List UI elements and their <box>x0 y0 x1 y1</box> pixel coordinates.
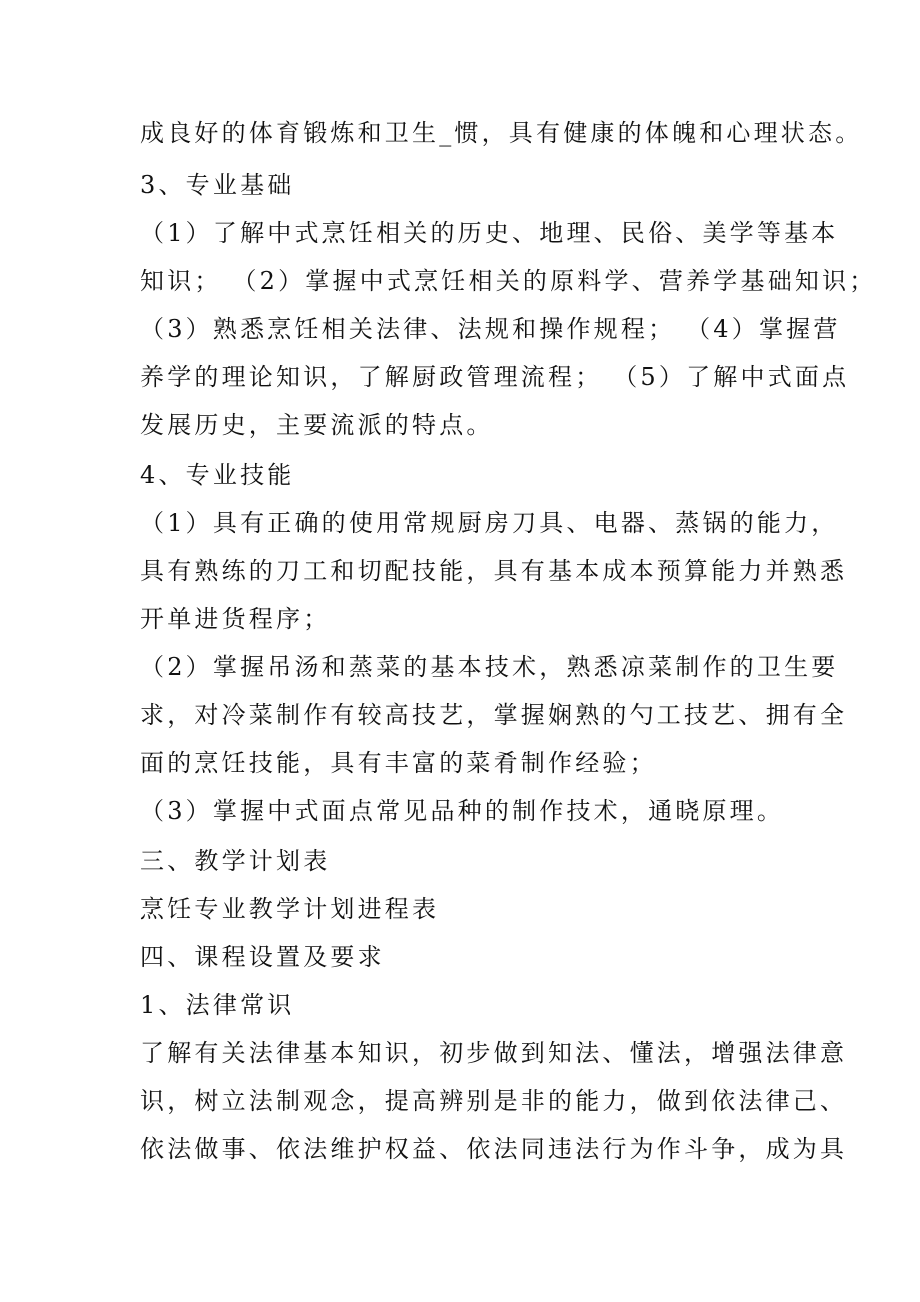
section-heading: 三、教学计划表 <box>140 847 331 875</box>
section-heading: 3、专业基础 <box>140 171 295 199</box>
section-heading: 1、法律常识 <box>140 991 295 1019</box>
text-line: 识，树立法制观念，提高辨别是非的能力，做到依法律己、 <box>140 1087 848 1115</box>
text-line: 具有熟练的刀工和切配技能，具有基本成本预算能力并熟悉 <box>140 557 848 585</box>
text-line: （3）熟悉烹饪相关法律、法规和操作规程； （4）掌握营 <box>140 315 841 343</box>
text-line: 依法做事、依法维护权益、依法同违法行为作斗争，成为具 <box>140 1135 848 1163</box>
text-line: （2）掌握吊汤和蒸菜的基本技术，熟悉凉菜制作的卫生要 <box>140 653 839 681</box>
text-line: 开单进货程序； <box>140 605 331 633</box>
text-line: 发展历史，主要流派的特点。 <box>140 411 494 439</box>
text-line: （1）具有正确的使用常规厨房刀具、电器、蒸锅的能力， <box>140 509 839 537</box>
text-line: 成良好的体育锻炼和卫生_惯，具有健康的体魄和心理状态。 <box>140 119 863 147</box>
text-line: 求，对冷菜制作有较高技艺，掌握娴熟的勺工技艺、拥有全 <box>140 701 848 729</box>
section-heading: 4、专业技能 <box>140 461 295 489</box>
text-line: 烹饪专业教学计划进程表 <box>140 895 440 923</box>
text-line: 了解有关法律基本知识，初步做到知法、懂法，增强法律意 <box>140 1039 848 1067</box>
text-line: （1）了解中式烹饪相关的历史、地理、民俗、美学等基本 <box>140 219 839 247</box>
text-line: 知识； （2）掌握中式烹饪相关的原料学、营养学基础知识； <box>140 267 877 295</box>
text-line: 面的烹饪技能，具有丰富的菜肴制作经验； <box>140 749 657 777</box>
section-heading: 四、课程设置及要求 <box>140 943 385 971</box>
text-line: 养学的理论知识，了解厨政管理流程； （5）了解中式面点 <box>140 363 850 391</box>
text-line: （3）掌握中式面点常见品种的制作技术，通晓原理。 <box>140 797 785 825</box>
